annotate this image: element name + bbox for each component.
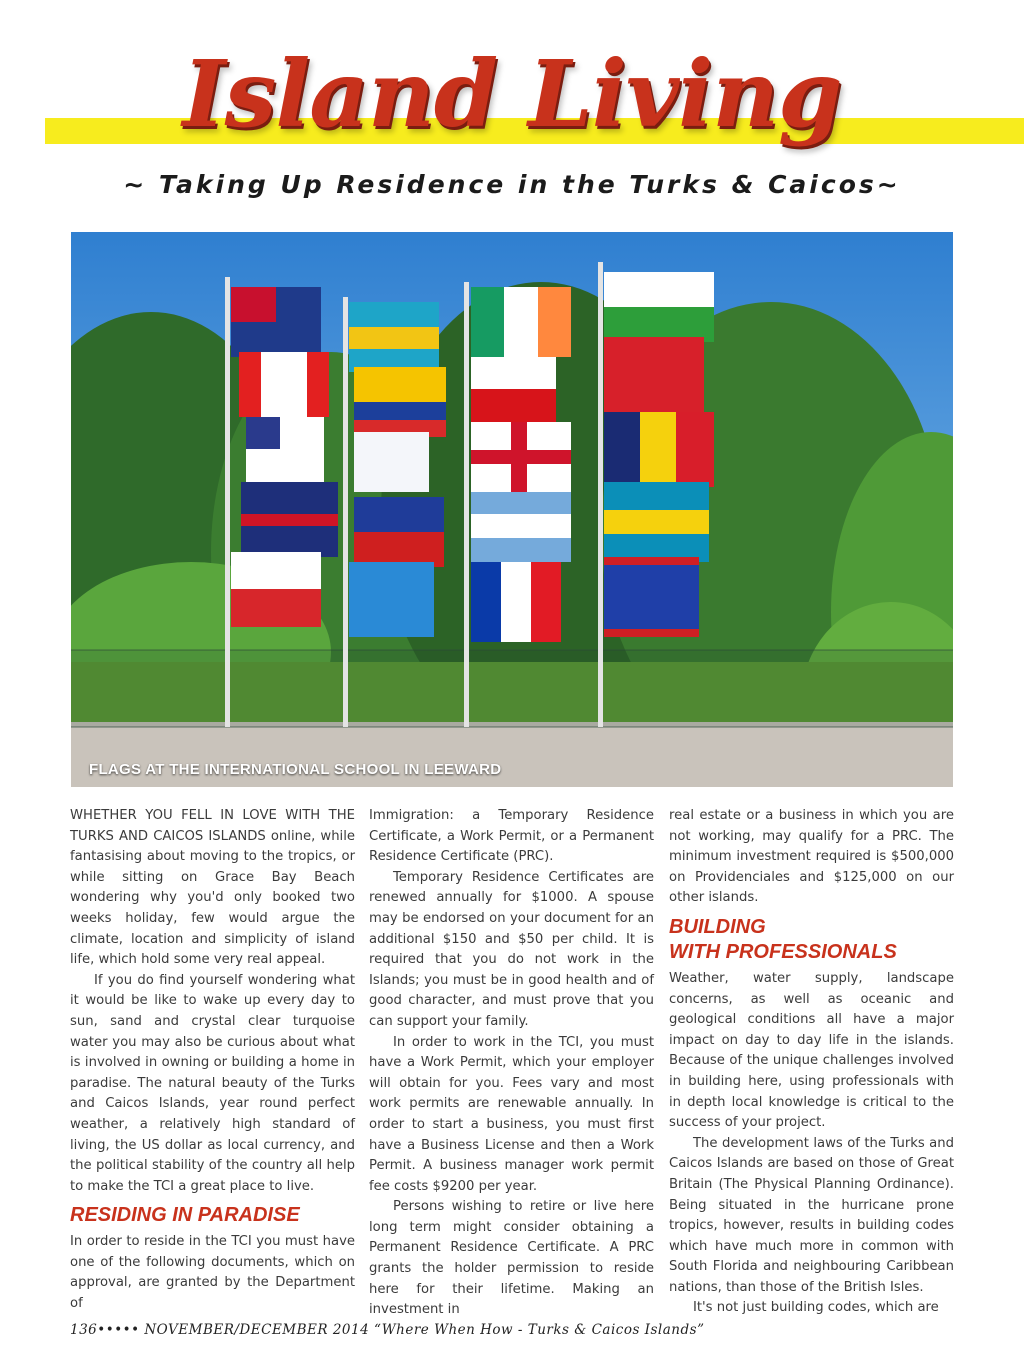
section-heading-line: WITH PROFESSIONALS bbox=[669, 940, 897, 963]
article-column-3 bbox=[669, 806, 954, 1319]
body-paragraph: Persons wishing to retire or live here long term might consider obtaining a Permanent Residence Certificate. A PRC grants the holder permission to reside here for their lifetime. Making an investment in bbox=[369, 1199, 654, 1318]
body-paragraph: real estate or a business in which you are not working, may qualify for a PRC. The minimum investment required is $500,000 on Providenciales and $125,000 on our other islands. bbox=[669, 808, 954, 906]
body-paragraph: The development laws of the Turks and Caicos Islands are based on those of Great Britain (The Physical Planning Ordinance). Being situated in the hurricane prone tropics, however, results in building codes which have much more in common with South Florida and neighbouring Caribbean nations, than those of the British Isles. bbox=[669, 1135, 954, 1295]
section-heading-line: BUILDING bbox=[669, 915, 766, 938]
body-paragraph: It's not just building codes, which are bbox=[693, 1300, 939, 1316]
page-subtitle: ~ Taking Up Residence in the Turks & Caicos~ bbox=[123, 170, 901, 199]
article-column-1 bbox=[70, 806, 355, 1315]
page-footer: 136••••• NOVEMBER/DECEMBER 2014 “Where When How - Turks & Caicos Islands” bbox=[70, 1322, 705, 1338]
body-paragraph: Immigration: a Temporary Residence Certificate, a Work Permit, or a Permanent Residence Certificate (PRC). bbox=[369, 808, 654, 865]
body-paragraph: If you do find yourself wondering what it would be like to wake up every day to sun, sand and crystal clear turquoise water you may also be curious about what is involved in owning or building a home in paradise. The natural beauty of the Turks and Caicos Islands, year round perfect weather, a relatively high standard of living, the US dollar as local currency, and the political stability of the country all help to make the TCI a great place to live. bbox=[70, 972, 355, 1194]
section-heading-residing: RESIDING IN PARADISE bbox=[70, 1204, 300, 1227]
photo-caption: FLAGS AT THE INTERNATIONAL SCHOOL IN LEEWARD bbox=[89, 761, 502, 778]
body-paragraph: Temporary Residence Certificates are renewed annually for $1000. A spouse may be endorsed on your document for an additional $150 and $50 per child. It is required that you do not work in the Islands; you must be in good health and of good character, and must prove that you can support your family. bbox=[369, 869, 654, 1029]
body-paragraph: In order to reside in the TCI you must have one of the following documents, which on approval, are granted by the Department of bbox=[70, 1234, 355, 1312]
page-title: Island Living bbox=[182, 40, 842, 148]
body-paragraph: In order to work in the TCI, you must have a Work Permit, which your employer will obtain for you. Fees vary and most work permits are renewable annually. In order to start a business, you must first have a Business License and then a Work Permit. A business manager work permit fee costs $9200 per year. bbox=[369, 1034, 654, 1194]
body-paragraph: Weather, water supply, landscape concerns, as well as oceanic and geological conditions all have a major impact on day to day life in the islands. Because of the unique challenges involved in building here, using professionals with in depth local knowledge is critical to the success of your project. bbox=[669, 970, 954, 1131]
flags-photo bbox=[71, 232, 953, 787]
article-column-2 bbox=[369, 806, 654, 1321]
section-heading-building bbox=[669, 915, 954, 965]
intro-paragraph: WHETHER YOU FELL IN LOVE WITH THE TURKS AND CAICOS ISLANDS online, while fantasising about moving to the tropics, or while sitting on Grace Bay Beach wondering why you'd only booked two weeks holiday, few would argue the climate, location and simplicity of island life, which hold some very real appeal. bbox=[70, 808, 355, 968]
